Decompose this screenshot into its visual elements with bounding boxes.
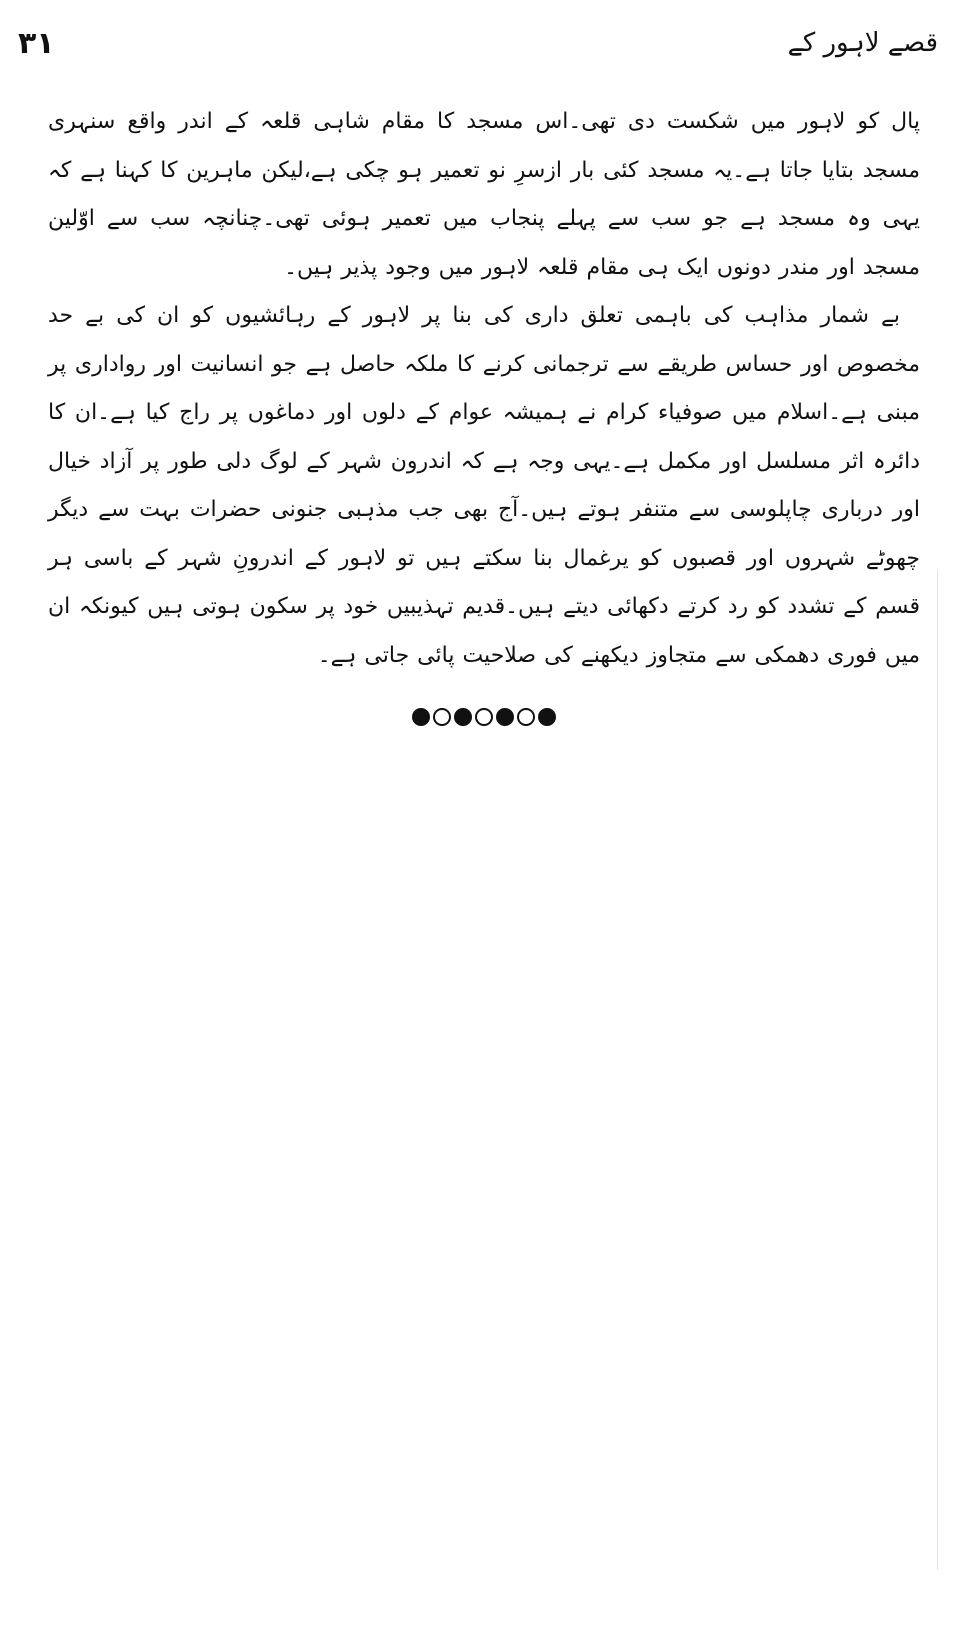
- filled-circle-icon: [496, 708, 514, 726]
- running-title: قصے لاہور کے: [787, 28, 938, 58]
- page-edge-line: [937, 570, 938, 1570]
- hollow-circle-icon: [475, 708, 493, 726]
- filled-circle-icon: [538, 708, 556, 726]
- paragraph-2: بے شمار مذاہب کی باہمی تعلق داری کی بنا پر لاہور کے رہائشیوں کو ان کی بے حد مخصوص اور حساس طریقے سے ترجمانی کرنے کا ملکہ حاصل ہے جو انسانیت اور رواداری پر مبنی ہے۔اسلام میں صوفیاء کرام نے ہمیشہ عوام کے دلوں اور دماغوں پر راج کیا ہے۔ان کا دائرہ اثر مسلسل اور مکمل ہے۔یہی وجہ ہے کہ اندرون شہر کے لوگ دلی طور پر آزاد خیال اور درباری چاپلوسی سے متنفر ہوتے ہیں۔آج بھی جب مذہبی جنونی حضرات بہت سے دیگر چھوٹے شہروں اور قصبوں کو یرغمال بنا سکتے ہیں تو لاہور کے اندرونِ شہر کے باسی ہر قسم کے تشدد کو رد کرتے دکھائی دیتے ہیں۔قدیم تہذیبیں خود پر سکون ہوتی ہیں کیونکہ ان میں فوری دھمکی سے متجاوز دیکھنے کی صلاحیت پائی جاتی ہے۔: [48, 303, 920, 668]
- filled-circle-icon: [454, 708, 472, 726]
- filled-circle-icon: [412, 708, 430, 726]
- hollow-circle-icon: [433, 708, 451, 726]
- page-body: [48, 98, 920, 680]
- page-number: ۳۱: [18, 26, 55, 61]
- section-end-ornament: [0, 708, 968, 726]
- paragraph-1: پال کو لاہور میں شکست دی تھی۔اس مسجد کا مقام شاہی قلعہ کے اندر واقع سنہری مسجد بتایا جاتا ہے۔یہ مسجد کئی بار ازسرِ نو تعمیر ہو چکی ہے،لیکن ماہرین کا کہنا ہے کہ یہی وہ مسجد ہے جو سب سے پہلے پنجاب میں تعمیر ہوئی تھی۔چنانچہ سب سے اوّلین مسجد اور مندر دونوں ایک ہی مقام قلعہ لاہور میں وجود پذیر ہیں۔: [48, 109, 920, 280]
- hollow-circle-icon: [517, 708, 535, 726]
